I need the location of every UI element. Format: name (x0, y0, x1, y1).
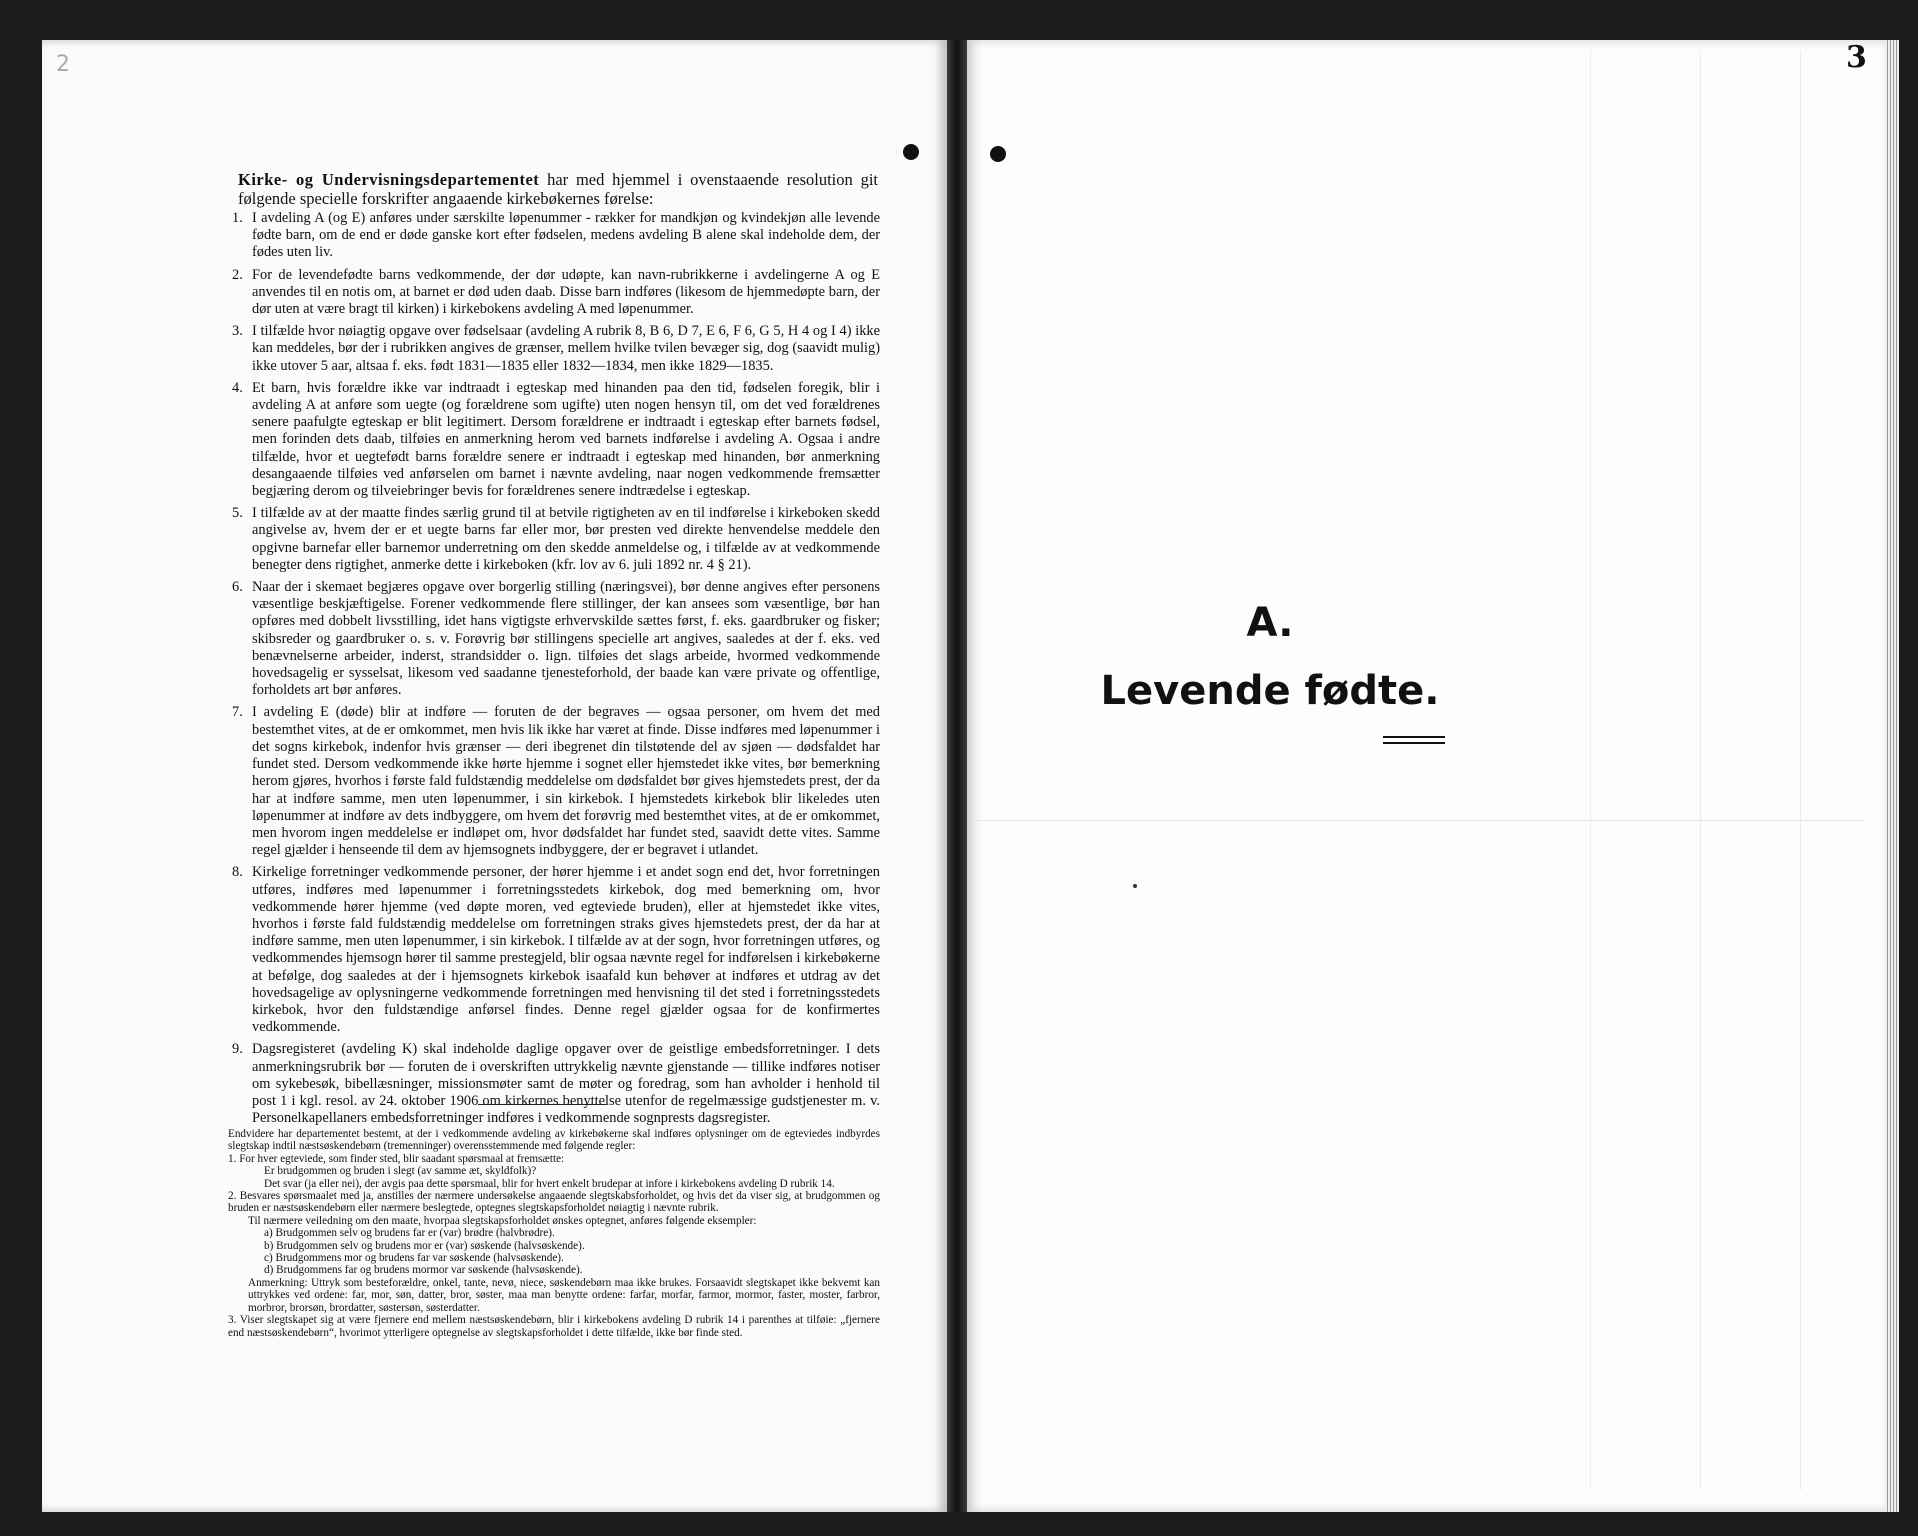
supplement-rule-2-guide: Til nærmere veiledning om den maate, hvorpaa slegtskapsforholdet ønskes optegnet, anføres følgende eksempler: (248, 1214, 757, 1227)
regulation-item (208, 267, 880, 319)
ghost-column-line (1800, 50, 1801, 1490)
supplementary-regulations (208, 1128, 880, 1339)
regulation-text: Naar der i skemaet begjæres opgave over borgerlig stilling (næringsvei), bør denne angives efter personens væsentlige beskjæftigelse. Forener vedkommende flere stillinger, der kan ansees som væsentlige, bør han opføres med dobbelt livsstilling, idet hans vigtigste erhvervskilde sættes først, f. eks. gaardbruker og fisker; skibsreder og gaardbruker o. s. v. Forøvrig bør stillingens specielle art angives, saaledes at der f. eks. ved benævnelserne arbeider, inderst, strandsidder o. lign. tilføies det slags arbeide, hvormed vedkommende hovedsagelig er sysselsat, likesom ved saadanne tjenesteforhold, der baade kan være private og offentlige, forholdets art bør anføres. (252, 579, 880, 699)
supplement-example-d: d) Brudgommens far og brudens mormor var søskende (halvsøskende). (264, 1264, 583, 1277)
supplement-rule-1-answer: Det svar (ja eller nei), der avgis paa dette spørsmaal, blir for hvert enkelt brudepar at infore i kirkebokens avdeling D rubrik 14. (264, 1177, 835, 1190)
left-page-number: 2 (56, 52, 70, 77)
supplement-example-a: a) Brudgommen selv og brudens far er (var) brødre (halvbrødre). (264, 1227, 555, 1240)
regulation-number: 6. (232, 579, 243, 596)
supplement-example-b: b) Brudgommen selv og brudens mor er (var) søskende (halvsøskende). (264, 1239, 585, 1252)
supplement-rule-1: 1. For hver egteviede, som finder sted, blir saadant spørsmaal at fremsætte: (228, 1152, 565, 1165)
regulation-text: I avdeling A (og E) anføres under særskilte løpenummer - rækker for mandkjøn og kvindekjøn alle levende fødte barn, om de end er døde ganske kort efter fødselen, medens avdeling B alene skal indeholde dem, der fødes uten liv. (252, 210, 880, 261)
regulation-number: 4. (232, 379, 243, 396)
regulation-number: 2. (232, 266, 243, 283)
regulation-item (208, 380, 880, 500)
right-page (967, 40, 1885, 1512)
binding-hole-left (903, 144, 919, 160)
binding-hole-right (990, 146, 1006, 162)
supplement-rule-2: 2. Besvares spørsmaalet med ja, anstilles der nærmere undersøkelse angaaende slegtskabsforholdet, og hvis det da viser sig, at brudgommen og bruden er næstsøskendebørn eller nærmere beslegtede, optegnes slegtskapsforholdet nøiagtig i nævnte rubrik. (228, 1190, 880, 1215)
ghost-row-line (975, 820, 1865, 821)
section-title: Levende fødte. (1100, 668, 1440, 714)
supplement-intro: Endvidere har departementet bestemt, at der i vedkommende avdeling av kirkebøkerne skal indføres oplysninger om de egteviedes indbyrdes slegtskap indtil næstsøskendebørn (tremenninger) overensstemmende med følgende regler: (228, 1128, 880, 1153)
page-edges (1885, 40, 1899, 1512)
regulation-number: 8. (232, 864, 243, 881)
section-divider (478, 1104, 606, 1105)
book-gutter (947, 40, 967, 1512)
regulation-number: 3. (232, 323, 243, 340)
regulation-item (208, 579, 880, 699)
title-double-rule (1383, 736, 1445, 744)
regulations-intro-rest: har med hjemmel i ovenstaaende resolution git følgende specielle forskrifter angaaende kirkebøkernes førelse: (238, 170, 878, 208)
regulation-number: 1. (232, 210, 243, 226)
regulation-item (208, 323, 880, 375)
ghost-column-line (1700, 50, 1701, 1490)
regulation-text: I avdeling E (døde) blir at indføre — foruten de der begraves — ogsaa personer, om hvem det med bestemthet vites, at de er omkommet, men hvis lik ikke har været at finde. Disse indføres med løpenummer i det sogns kirkebok, indenfor hvis grænser — deri ibegrenet din tilstøtende del av sjøen — dødsfaldet har fundet sted. Dersom vedkommende ikke hørte hjemme i sognet eller hjemstedet ikke vites, bør bemerkning herom gjøres, hvorhos i første fald fuldstændig meddelelse om dødsfaldet bør gives hjemstedets prest, der da har at indføre samme, men uten løpenummer, i sin kirkebok. I hjemstedets kirkebok blir likeledes uten løpenummer at indføre av dets indbyggere, om hvem det forøvrig med bestemthet vites, at de er omkommet, men hvorom ingen meddelelse er indløpet om, hvor dødsfaldet har fundet sted, saavidt dette vites. Samme regel gjælder i henseende til dem av hjemsognets indbyggere, der er begravet i utlandet. (252, 704, 880, 859)
supplement-rule-1-question: Er brudgommen og bruden i slegt (av samme æt, skyldfolk)? (264, 1165, 537, 1178)
ink-speck (1133, 884, 1137, 888)
supplement-rule-3: 3. Viser slegtskapet sig at være fjernere end mellem næstsøskendebørn, blir i kirkebokens avdeling D rubrik 14 i parenthes at tilføie: „fjernere end næstsøskendebørn“, hvorimot ytterligere optegnelse av slegtskapsforholdet i dette tilfælde, ikke bør finde sted. (228, 1314, 880, 1339)
supplement-note: Anmerkning: Uttryk som besteforældre, onkel, tante, nevø, niece, søskendebørn maa ikke brukes. Forsaavidt slegtskapet ikke bekvemt kan uttrykkes ved ordene: far, mor, søn, datter, bror, søster, maa man benytte ordene: farfar, morfar, farmor, mormor, faster, moster, farbror, morbror, brorsøn, brordatter, søstersøn, søsterdatter. (248, 1276, 880, 1314)
supplement-example-c: c) Brudgommens mor og brudens far var søskende (halvsøskende). (264, 1252, 564, 1265)
regulation-item (208, 210, 880, 262)
regulations-intro (238, 170, 878, 208)
regulation-text: I tilfælde av at der maatte findes særlig grund til at betvile rigtigheten av en til indførelse i kirkeboken skedd angivelse av, hvem der er et uegte barns far eller mor, bør presten ved direkte henvendelse meddele den opgivne barnefar eller barnemor underretning om den skedde anmeldelse og, i tilfælde av at vedkommende benegter dens rigtighet, anmerke dette i kirkeboken (kfr. lov av 6. juli 1892 nr. 4 § 21). (252, 505, 880, 573)
regulation-number: 9. (232, 1041, 243, 1058)
regulation-item (208, 704, 880, 859)
regulations-intro-lead: Kirke- og Undervisningsdepartementet (238, 170, 540, 189)
regulation-text: Kirkelige forretninger vedkommende personer, der hører hjemme i et andet sogn end det, hvor forretningen utføres, indføres med løpenummer i forretningsstedets kirkebok, dog med bemerkning om, hvor vedkommende hører hjemme (ved døpte moren, ved egteviede bruden), eller at hjemstedet ikke vites, hvorhos i første fald fuldstændig meddelelse om forretningen straks gives hjemstedets prest, der da har at indføre samme, men uten løpenummer, i sin kirkebok. I tilfælde av at der sogn, hvor forretningen utføres, og vedkommendes hjemsogn hører til samme prestegjeld, blir ogsaa nævnte regel for indførelsen i kirkebøkerne at befølge, dog saaledes at der i hjemsognets kirkebok isaafald kun behøver at indføres et utdrag av det hovedsagelige av oplysningerne vedkommende forretningen med henvisning til det sted i forretningsstedets kirkebok, hvor den fuldstændige anførsel findes. Denne regel gjælder ogsaa for de konfirmertes vedkommende. (252, 864, 880, 1036)
regulation-text: For de levendefødte barns vedkommende, der dør udøpte, kan navn-rubrikkerne i avdelingerne A og E anvendes til en notis om, at barnet er død uden daab. Disse barn indføres (likesom de hjemmedøpte barn, der dør uten at være bragt til kirken) i kirkebokens avdeling A med løpenummer. (252, 266, 880, 318)
regulation-text: I tilfælde hvor nøiagtig opgave over fødselsaar (avdeling A rubrik 8, B 6, D 7, E 6, F 6, G 5, H 4 og I 4) ikke kan meddeles, bør der i rubrikken angives de grænser, mellem hvilke tvilen bevæger sig, dog (saavidt mulig) ikke utover 5 aar, altsaa f. eks. født 1831—1835 eller 1832—1834, men ikke 1829—1835. (252, 323, 880, 374)
regulations-list (208, 210, 880, 1132)
ghost-column-line (1590, 50, 1591, 1490)
regulation-item (208, 505, 880, 574)
regulation-item (208, 864, 880, 1036)
regulation-item (208, 1041, 880, 1127)
regulation-number: 5. (232, 505, 243, 522)
section-letter: A. (1246, 600, 1294, 646)
right-page-number: 3 (1846, 40, 1867, 75)
regulation-text: Et barn, hvis forældre ikke var indtraadt i egteskap med hinanden paa den tid, fødselen foregik, blir i avdeling A at anføre som uegte (og forældrene som ugifte) uten nogen hensyn til, om det ved forældrenes senere paafulgte egteskap er blit legitimert. Dersom forældrene er indtraadt i egteskap efter barnets fødsel, men forinden dets daab, tilføies en anmerkning herom ved barnets indførelse i avdeling A. Ogsaa i andre tilfælde, hvor et uegtefødt barns forældre senere er indtraadt i egteskap med hinanden, bør anmerkning desangaaende tilføies ved anførselen om barnet i nævnte avdeling, naar nogen vedkommende fremsætter begjæring derom og tilveiebringer bevis for forældrenes senere indtrædelse i egteskap. (252, 379, 880, 500)
regulation-number: 7. (232, 704, 243, 721)
regulation-text: Dagsregisteret (avdeling K) skal indeholde daglige opgaver over de geistlige embedsforretninger. I dets anmerkningsrubrik bør — foruten de i overskriften uttrykkelig nævnte gjenstande — tillike indføres notiser om sykebesøk, bibellæsninger, missionsmøter samt de møter og foredrag, som han avholder i henhold til post 1 i kgl. resol. av 24. oktober 1906 om kirkernes benyttelse utenfor de regelmæssige gudstjenester m. v. Personelkapellaners embedsforretninger indføres i vedkommende sognprests dagsregister. (252, 1041, 880, 1127)
